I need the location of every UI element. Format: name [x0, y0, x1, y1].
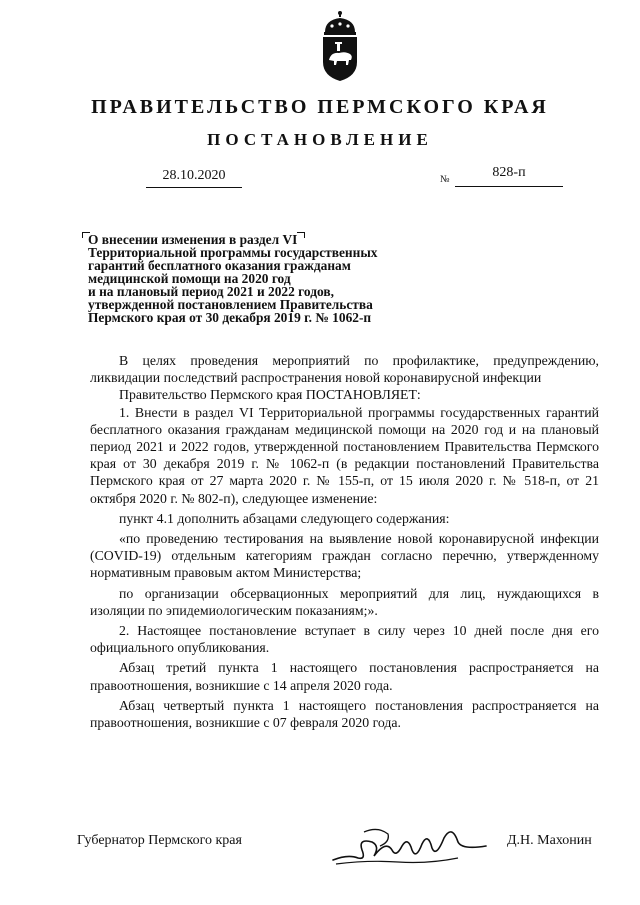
body-paragraph: по организации обсервационных мероприятий для лиц, нуждающихся в изоляции по эпидемиологическим показаниям;». [90, 585, 599, 618]
signatory-name: Д.Н. Махонин [507, 833, 592, 848]
body-paragraph: пункт 4.1 дополнить абзацами следующего содержания: [119, 510, 450, 526]
subject-line: О внесении изменения в раздел VI [88, 232, 298, 247]
government-title: ПРАВИТЕЛЬСТВО ПЕРМСКОГО КРАЯ [91, 96, 549, 118]
subject-line: Территориальной программы государственных [88, 245, 378, 260]
subject-line: медицинской помощи на 2020 год [88, 271, 291, 286]
body-paragraph: Правительство Пермского края ПОСТАНОВЛЯЕТ: [119, 387, 421, 403]
signatory-title: Губернатор Пермского края [77, 833, 242, 848]
body-paragraph: Абзац четвертый пункта 1 настоящего постановления распространяется на правоотношения, возникшие с 07 февраля 2020 года. [90, 697, 599, 731]
body-paragraph: В целях проведения мероприятий по профилактике, предупреждению, ликвидации последствий распространения новой коронавирусной инфекции [90, 353, 599, 386]
coat-of-arms-emblem [317, 10, 363, 82]
body-paragraph: 2. Настоящее постановление вступает в силу через 10 дней после дня его официального опубликования. [90, 623, 599, 656]
subject-line: утвержденной постановлением Правительства [88, 297, 373, 312]
subject-line: гарантий бесплатного оказания гражданам [88, 258, 351, 273]
handwritten-signature [328, 820, 488, 872]
decree-number: 828-п [455, 165, 563, 187]
decree-subject [88, 233, 448, 324]
subject-line: и на плановый период 2021 и 2022 годов, [88, 284, 334, 299]
document-type: ПОСТАНОВЛЕНИЕ [207, 130, 433, 149]
body-paragraph: «по проведению тестирования на выявление новой коронавирусной инфекции (COVID-19) отдельным категориям граждан согласно перечню, утвержденному нормативным правовым актом Министерства; [90, 531, 599, 581]
decree-body [90, 352, 599, 731]
decree-date: 28.10.2020 [146, 168, 242, 188]
subject-line: Пермского края от 30 декабря 2019 г. № 1062-п [88, 310, 372, 325]
number-sign: № [440, 174, 450, 185]
body-paragraph: 1. Внести в раздел VI Территориальной программы государственных гарантий бесплатного оказания гражданам медицинской помощи на 2020 год и на плановый период 2021 и 2022 годов, утвержденной постановлением Правительства Пермского края от 30 декабря 2019 г. № 1062-п (в редакции постановлений Правительства Пермского края от 27 марта 2020 г. № 155-п, от 15 июля 2020 г. № 518-п, от 21 октября 2020 г. № 802-п), следующее изменение: [90, 404, 599, 506]
body-paragraph: Абзац третий пункта 1 настоящего постановления распространяется на правоотношения, возникшие с 14 апреля 2020 года. [90, 660, 599, 693]
